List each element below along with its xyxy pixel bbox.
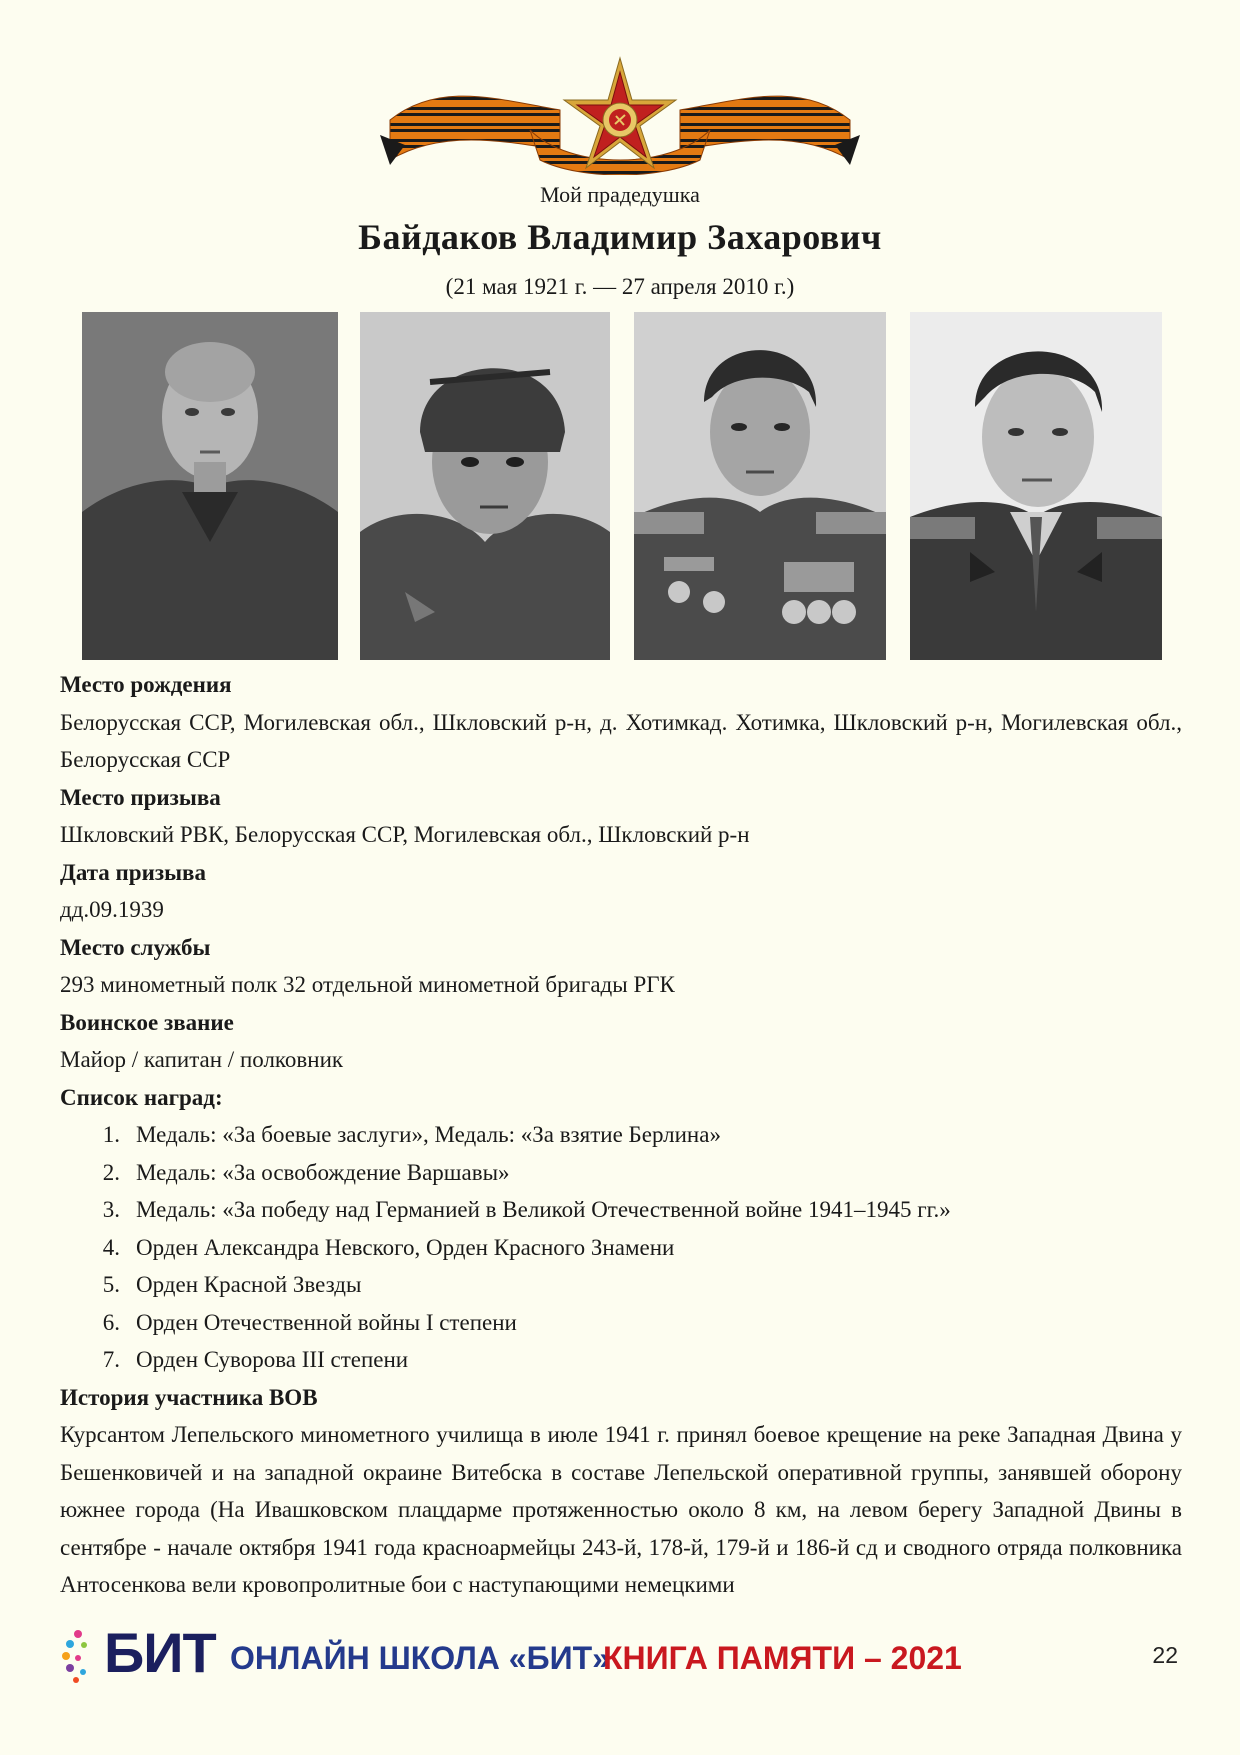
award-number: 7. (102, 1347, 120, 1372)
history-text: Курсантом Лепельского минометного училища в июле 1941 г. принял боевое крещение на реке Западная Двина у Бешенковичей и на западной окраине Витебска в составе Лепельской оперативной группы, занявшей оборону южнее города (На Ивашковском плацдарме протяженностью около 8 км, на левом берегу Западной Двины в сентябре - начале октября 1941 года красноармейцы 243-й, 178-й, 179-й и 186-й сд и сводного отряда полковника Антосенкова вели кровопролитные бои с наступающими немецкими (60, 1422, 1182, 1597)
award-number: 3. (102, 1197, 120, 1222)
award-item (60, 1304, 1182, 1342)
award-item (60, 1191, 1182, 1229)
award-text: Орден Отечественной войны I степени (136, 1309, 517, 1335)
service-place-text: 293 минометный полк 32 отдельной минометной бригады РГК (60, 972, 675, 997)
footer-school-name: ОНЛАЙН ШКОЛА «БИТ» (230, 1640, 610, 1676)
award-text: Медаль: «За боевые заслуги», Медаль: «За взятие Берлина» (136, 1122, 721, 1147)
life-dates: (21 мая 1921 г. — 27 апреля 2010 г.) (445, 274, 795, 299)
biography-content (60, 666, 1182, 1604)
portrait-photo-3 (634, 312, 886, 660)
award-item (60, 1266, 1182, 1304)
history-label: История участника ВОВ (60, 1384, 318, 1410)
rank-text: Майор / капитан / полковник (60, 1047, 344, 1072)
awards-label: Список наград: (60, 1084, 223, 1110)
pre-title: Мой прадедушка (540, 182, 700, 207)
award-item (60, 1341, 1182, 1379)
award-number: 5. (102, 1272, 120, 1297)
draft-place-label: Место призыва (60, 784, 221, 810)
award-text: Медаль: «За победу над Германией в Великой Отечественной войне 1941–1945 гг.» (136, 1197, 951, 1222)
st-george-ribbon-emblem (380, 40, 860, 175)
person-name: Байдаков Владимир Захарович (358, 217, 882, 257)
portrait-photo-2 (360, 312, 610, 660)
award-number: 4. (102, 1234, 120, 1260)
bit-logo-text: БИТ (104, 1621, 216, 1684)
footer-book-title: КНИГА ПАМЯТИ – 2021 (603, 1640, 962, 1676)
birth-place-label: Место рождения (60, 672, 232, 697)
birth-place-text: Белорусская ССР, Могилевская обл., Шкловский р-н, д. Хотимкад. Хотимка, Шкловский р-н, Могилевская обл., Белорусская ССР (60, 709, 1182, 772)
page-number: 22 (1152, 1642, 1178, 1668)
award-text: Орден Суворова III степени (136, 1347, 409, 1372)
award-item (60, 1116, 1182, 1154)
bit-logo-dots-icon (58, 1628, 98, 1684)
footer (58, 1622, 1188, 1686)
award-text: Орден Красной Звезды (136, 1272, 362, 1297)
portrait-photo-4 (910, 312, 1162, 660)
rank-label: Воинское звание (60, 1009, 234, 1035)
awards-list (60, 1116, 1182, 1379)
award-number: 6. (102, 1309, 120, 1335)
portrait-photo-1 (82, 312, 338, 660)
award-item (60, 1154, 1182, 1192)
award-number: 1. (102, 1122, 120, 1147)
draft-place-text: Шкловский РВК, Белорусская ССР, Могилевская обл., Шкловский р-н (60, 822, 750, 847)
draft-date-label: Дата призыва (60, 859, 206, 885)
award-item (60, 1229, 1182, 1267)
service-place-label: Место службы (60, 934, 211, 960)
award-number: 2. (102, 1159, 120, 1185)
award-text: Орден Александра Невского, Орден Красного Знамени (136, 1234, 675, 1260)
award-text: Медаль: «За освобождение Варшавы» (136, 1159, 510, 1185)
draft-date-text: дд.09.1939 (60, 897, 164, 922)
